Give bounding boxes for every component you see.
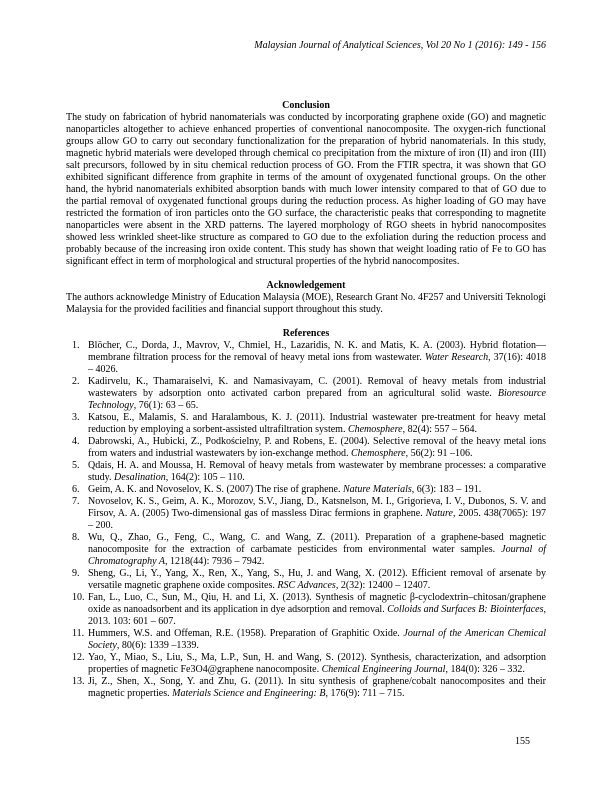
reference-number: 3. <box>72 412 80 423</box>
reference-number: 8. <box>72 532 80 543</box>
reference-journal: Colloids and Surfaces B: Biointerfaces <box>387 604 544 615</box>
reference-number: 1. <box>72 340 80 351</box>
acknowledgement-paragraph: The authors acknowledge Ministry of Education Malaysia (MOE), Research Grant No. 4F257 and Universiti Teknologi Malaysia for the provided facilities and financial support throughout this study. <box>66 292 546 315</box>
reference-item <box>66 460 546 484</box>
reference-text-pre: Geim, A. K. and Novoselov, K. S. (2007) The rise of graphene. <box>88 484 343 495</box>
reference-journal: RSC Advances <box>277 580 336 591</box>
acknowledgement-heading: Acknowledgement <box>266 280 346 291</box>
reference-number: 13. <box>72 676 85 687</box>
reference-journal: Water Research <box>424 352 489 363</box>
reference-journal: Materials Science and Engineering: B <box>172 688 326 699</box>
reference-item <box>66 628 546 652</box>
reference-text-pre: Kadirvelu, K., Thamaraiselvi, K. and Namasivayam, C. (2001). Removal of heavy metals from industrial wastewaters by adsorption onto activated carbon prepared from an agricultural solid waste. <box>88 376 546 399</box>
running-head: Malaysian Journal of Analytical Sciences, Vol 20 No 1 (2016): 149 - 156 <box>254 40 546 51</box>
reference-item <box>66 592 546 628</box>
reference-number: 5. <box>72 460 80 471</box>
reference-item <box>66 532 546 568</box>
reference-number: 10. <box>72 592 85 603</box>
reference-journal: Bioresource Technology <box>88 388 546 411</box>
reference-text-pre: Ji, Z., Shen, X., Song, Y. and Zhu, G. (2011). In situ synthesis of graphene/cobalt nanocomposites and their magnetic properties. <box>88 676 546 699</box>
reference-text-post: , 2(32): 12400 – 12407. <box>335 580 431 591</box>
reference-number: 11. <box>72 628 85 639</box>
reference-item <box>66 484 546 496</box>
reference-text-pre: Fan, L., Luo, C., Sun, M., Qiu, H. and Li, X. (2013). Synthesis of magnetic β-cyclodextrin–chitosan/graphene oxide as nanoadsorbent and its application in dye adsorption and removal. <box>88 592 546 615</box>
reference-text-post: , 80(6): 1339 –1339. <box>116 640 199 651</box>
reference-item <box>66 652 546 676</box>
conclusion-paragraph: The study on fabrication of hybrid nanomaterials was conducted by incorporating graphene oxide (GO) and magnetic nanoparticles altogether to achieve enhanced properties of conventional nanocomposite. The oxygen-rich functional groups allow GO to carry out secondary functionalization for the preparation of hybrid nanomaterials. In this study, magnetic hybrid materials were developed through chemical co precipitation from the mixture of iron (II) and iron (III) salt precursors, followed by in situ chemical reduction process of GO. From the FTIR spectra, it was shown that GO exhibited significant difference from graphite in terms of the amount of oxygenated functional groups. On the other hand, the hybrid nanomaterials exhibited absorption bands with much lower intensity compared to that of GO due to the partial removal of oxygenated functional groups during the reduction process. As higher loading of GO may have restricted the formation of iron particles onto the GO surface, the characteristic peaks that corresponding to magnetite nanoparticles were absent in the XRD patterns. The layered morphology of RGO sheets in hybrid nanocomposites showed less wrinkled sheet-like structure as compared to GO due to the exfoliation during the reduction process and probably because of the increasing iron oxide content. This study has shown that weight loading ratio of Fe to GO has significant effect in term of morphological and structural properties of the hybrid nanocomposites. <box>66 112 546 267</box>
reference-number: 12. <box>72 652 85 663</box>
reference-text-post: , 6(3): 183 – 191. <box>411 484 482 495</box>
reference-text-post: , 76(1): 63 – 65. <box>133 400 199 411</box>
reference-item <box>66 376 546 412</box>
reference-journal: Nature Materials <box>342 484 412 495</box>
reference-number: 7. <box>72 496 80 507</box>
reference-text-post: , 184(0): 326 – 332. <box>445 664 525 675</box>
reference-text-post: , 2005. 438(7065): 197 – 200. <box>88 508 546 531</box>
reference-item <box>66 340 546 376</box>
reference-text-post: , 164(2): 105 – 110. <box>165 472 245 483</box>
page-number: 155 <box>515 736 530 747</box>
reference-item <box>66 412 546 436</box>
reference-text-pre: Sheng, G., Li, Y., Yang, X., Ren, X., Yang, S., Hu, J. and Wang, X. (2012). Efficient removal of arsenate by versatile magnetic graphene oxide composites. <box>88 568 546 591</box>
reference-number: 9. <box>72 568 80 579</box>
reference-text-post: , 2013. 103: 601 – 607. <box>88 604 546 627</box>
reference-item <box>66 676 546 700</box>
reference-item <box>66 568 546 592</box>
reference-text-pre: Qdais, H. A. and Moussa, H. Removal of heavy metals from wastewater by membrane processes: a comparative study. <box>88 460 546 483</box>
reference-text-pre: Blöcher, C., Dorda, J., Mavrov, V., Chmiel, H., Lazaridis, N. K. and Matis, K. A. (2003). Hybrid flotation—membrane filtration process for the removal of heavy metal ions from wastewater. <box>88 340 546 363</box>
reference-journal: Chemosphere <box>347 424 403 435</box>
reference-number: 6. <box>72 484 80 495</box>
reference-journal: Desalination <box>114 472 166 483</box>
reference-number: 2. <box>72 376 80 387</box>
reference-item <box>66 436 546 460</box>
reference-journal: Chemical Engineering Journal <box>321 664 446 675</box>
conclusion-heading: Conclusion <box>282 100 330 111</box>
reference-text-pre: Katsou, E., Malamis, S. and Haralambous, K. J. (2011). Industrial wastewater pre-treatment for heavy metal reduction by employing a sorbent-assisted ultrafiltration system. <box>88 412 546 435</box>
reference-journal: Nature <box>425 508 453 519</box>
reference-text-post: , 37(16): 4018 – 4026. <box>88 352 547 375</box>
reference-text-post: , 1218(44): 7936 – 7942. <box>164 556 265 567</box>
reference-journal: Journal of Chromatography A <box>88 544 546 567</box>
reference-journal: Chemosphere <box>350 448 406 459</box>
reference-item <box>66 496 546 532</box>
reference-text-pre: Dabrowski, A., Hubicki, Z., Podkościelny, P. and Robens, E. (2004). Selective removal of the heavy metal ions from waters and industrial wastewaters by ion-exchange method. <box>88 436 546 459</box>
reference-text-pre: Wu, Q., Zhao, G., Feng, C., Wang, C. and Wang, Z. (2011). Preparation of a graphene-based magnetic nanocomposite for the extraction of carbamate pesticides from environmental water samples. <box>88 532 546 555</box>
reference-text-pre: Hummers, W.S. and Offeman, R.E. (1958). Preparation of Graphitic Oxide. <box>88 628 404 639</box>
reference-text-pre: Novoselov, K. S., Geim, A. K., Morozov, S.V., Jiang, D., Katsnelson, M. I., Grigorieva, I. V., Dubonos, S. V. and Firsov, A. A. (2005) Two-dimensional gas of massless Dirac fermions in graphene. <box>88 496 546 519</box>
references-list <box>66 340 546 700</box>
references-heading: References <box>282 328 330 339</box>
reference-journal: Journal of the American Chemical Society <box>88 628 547 651</box>
reference-text-pre: Yao, Y., Miao, S., Liu, S., Ma, L.P., Sun, H. and Wang, S. (2012). Synthesis, characterization, and adsorption properties of magnetic Fe3O4@graphene nanocomposite. <box>88 652 546 675</box>
reference-number: 4. <box>72 436 80 447</box>
reference-text-post: , 82(4): 557 – 564. <box>402 424 478 435</box>
reference-text-post: , 176(9): 711 – 715. <box>325 688 405 699</box>
reference-text-post: , 56(2): 91 –106. <box>405 448 473 459</box>
